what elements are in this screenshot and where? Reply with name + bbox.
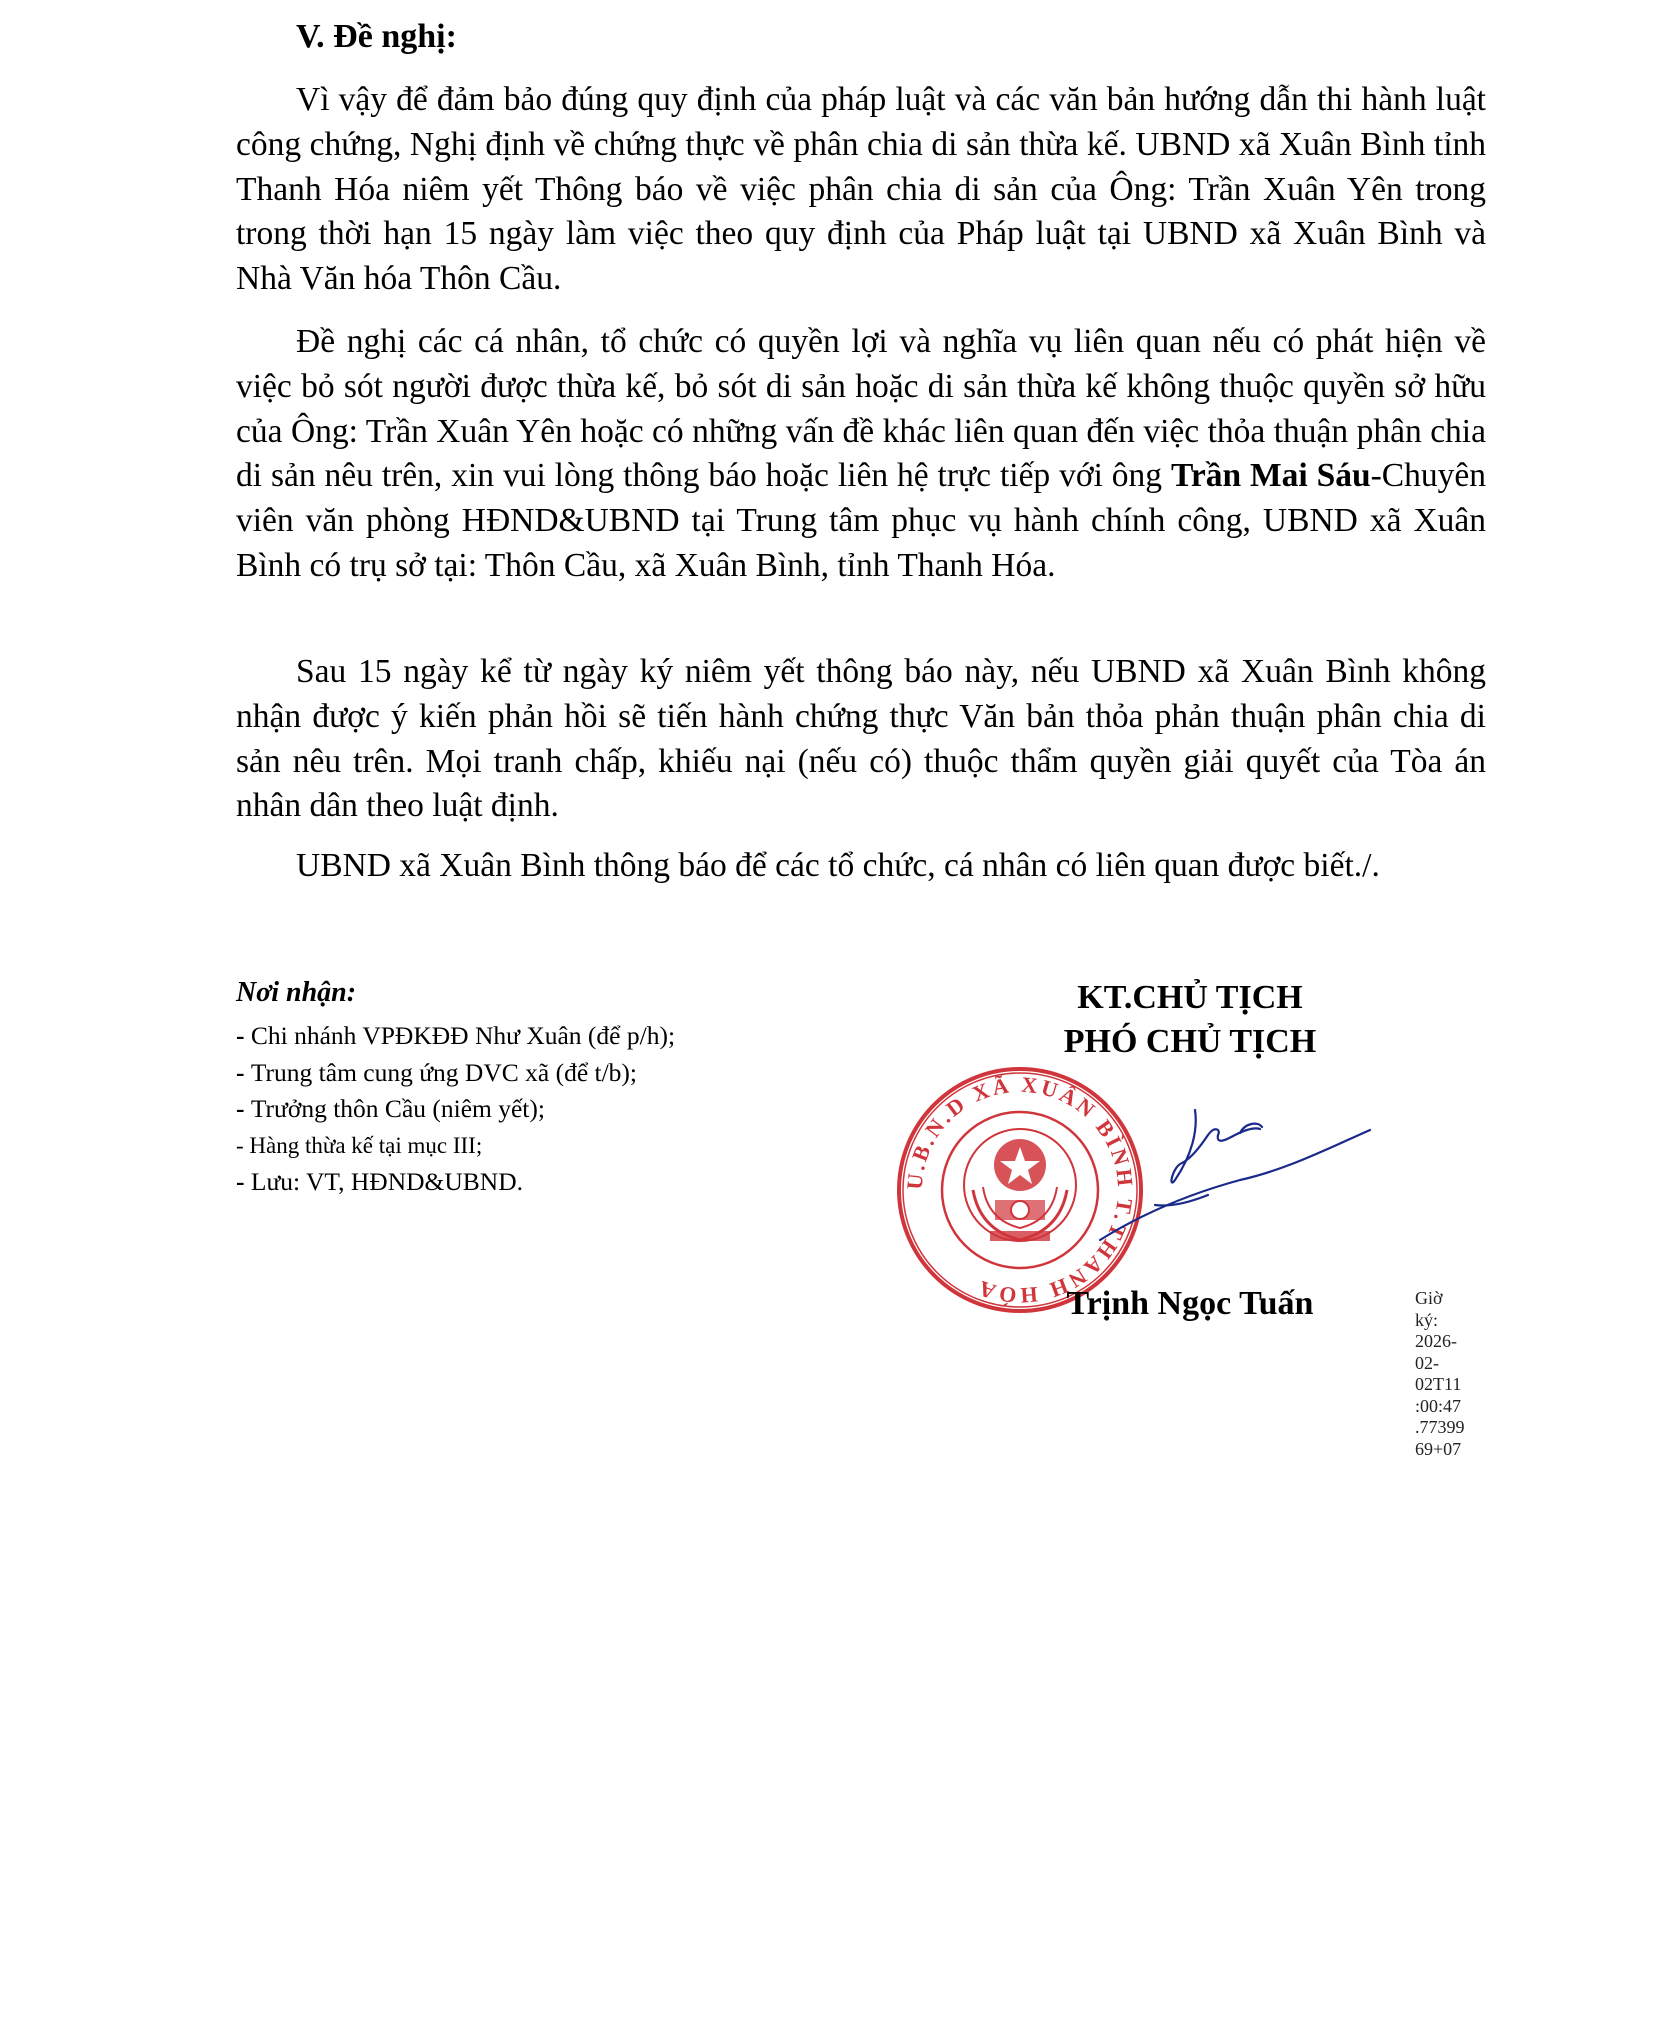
recipients-block: [236, 976, 836, 1201]
paragraph-request-text-after: -Chuyên viên văn phòng HĐND&UBND tại Trung tâm phục vụ hành chính công, UBND xã Xuân Bình có trụ sở tại: Thôn Cầu, xã Xuân Bình, tỉnh Thanh Hóa.: [236, 457, 1486, 584]
recipient-item: - Trung tâm cung ứng DVC xã (để t/b);: [236, 1057, 638, 1087]
recipients-list: [236, 1018, 836, 1201]
signer-name: Trịnh Ngọc Tuấn: [1066, 1285, 1314, 1322]
recipient-item: - Hàng thừa kế tại mục III;: [236, 1132, 483, 1158]
recipients-title: Nơi nhận:: [236, 977, 357, 1008]
signature-title-line1: KT.CHỦ TỊCH: [1077, 979, 1303, 1016]
recipient-item: - Trưởng thôn Cầu (niêm yết);: [236, 1094, 545, 1123]
handwritten-signature: [940, 1055, 1400, 1265]
section-heading: V. Đề nghị:: [296, 18, 457, 55]
paragraph-proposal: Vì vậy để đảm bảo đúng quy định của pháp luật và các văn bản hướng dẫn thi hành luật công chứng, Nghị định về chứng thực về phân chia di sản thừa kế. UBND xã Xuân Bình tỉnh Thanh Hóa niêm yết Thông báo về việc phân chia di sản của Ông: Trần Xuân Yên trong trong thời hạn 15 ngày làm việc theo quy định của Pháp luật tại UBND xã Xuân Bình và Nhà Văn hóa Thôn Cầu.: [236, 81, 1486, 298]
contact-person-name: Trần Mai Sáu: [1170, 457, 1371, 495]
paragraph-announcement: UBND xã Xuân Bình thông báo để các tổ chức, cá nhân có liên quan được biết./.: [296, 847, 1380, 884]
recipient-item: - Chi nhánh VPĐKĐĐ Như Xuân (để p/h);: [236, 1021, 676, 1050]
signature-title: [990, 976, 1390, 1064]
recipient-item: - Lưu: VT, HĐND&UBND.: [236, 1167, 523, 1196]
paragraph-deadline: Sau 15 ngày kể từ ngày ký niêm yết thông báo này, nếu UBND xã Xuân Bình không nhận được ý kiến phản hồi sẽ tiến hành chứng thực Văn bản thỏa phản thuận phân chia di sản nêu trên. Mọi tranh chấp, khiếu nại (nếu có) thuộc thẩm quyền giải quyết của Tòa án nhân dân theo luật định.: [236, 653, 1486, 825]
signing-timestamp: Giờ ký: 2026- 02- 02T11 :00:47 .77399 69+07: [1415, 1288, 1465, 1459]
signature-title-line2: PHÓ CHỦ TỊCH: [1063, 1023, 1317, 1060]
paragraph-request-text-before: Đề nghị các cá nhân, tổ chức có quyền lợi và nghĩa vụ liên quan nếu có phát hiện về việc bỏ sót người được thừa kế, bỏ sót di sản hoặc di sản thừa kế không thuộc quyền sở hữu của Ông: Trần Xuân Yên hoặc có những vấn đề khác liên quan đến việc thỏa thuận phân chia di sản nêu trên, xin vui lòng thông báo hoặc liên hệ trực tiếp với ông: [236, 323, 1486, 495]
seal-text: U.B.N.D XÃ XUÂN BÌNH T.THANH HÓA: [901, 1071, 1139, 1309]
paragraph-request: [236, 320, 1486, 589]
